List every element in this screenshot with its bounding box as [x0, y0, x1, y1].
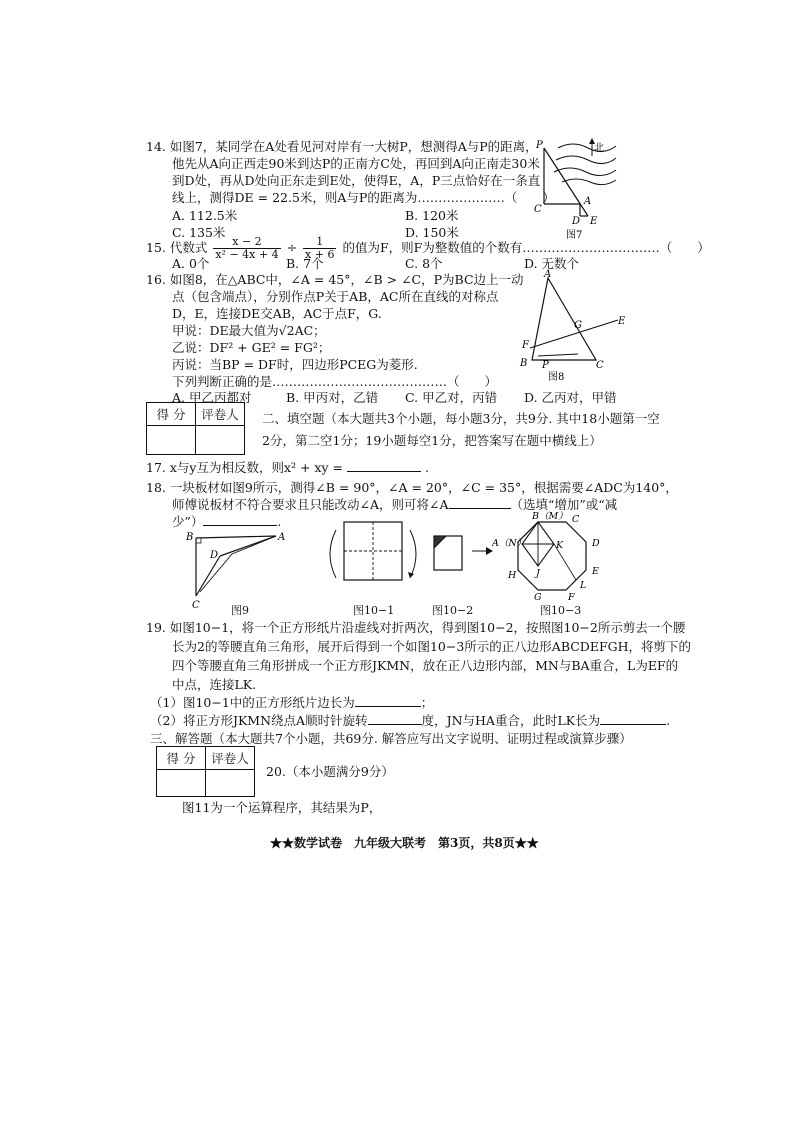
fig8-label-e: E	[618, 316, 626, 327]
fig7-label-c: C	[534, 204, 542, 215]
q19-line-3: 四个等腰直角三角形拼成一个正方形JKMN，放在正八边形内部，MN与BA重合，L为EF的	[172, 658, 679, 673]
q15-suffix: 的值为F，则F为整数值的个数有……………………………（ ）	[342, 240, 710, 255]
q14-text	[146, 138, 555, 206]
q14-option-a: A. 112.5米	[172, 208, 238, 223]
fig7-label-a: A	[584, 196, 592, 207]
q19-sub2-text-a: （2）将正方形JKMN绕点A顺时针旋转	[150, 713, 368, 728]
fig10-3-label-d: D	[592, 538, 600, 549]
score-box-2-score-cell[interactable]	[157, 770, 206, 797]
fig8-caption: 图8	[548, 372, 565, 383]
q14-line-2: 他先从A向正西走90米到达P的正南方C处，再回到A向正南走30米	[172, 156, 540, 171]
fig9-label-a: A	[278, 532, 286, 543]
q14-option-b: B. 120米	[405, 208, 459, 223]
section-2-line-2: 2分，第二空1分；19小题每空1分，把答案写在题中横线上）	[262, 433, 602, 448]
fig8-label-f: F	[522, 340, 529, 351]
q15-fraction-2-den: x + 6	[305, 248, 335, 261]
figure-10-1	[322, 516, 424, 600]
fig7-label-e: E	[590, 216, 598, 227]
q14-line-3: 到D处，再从D处向正东走到E处，使得E，A，P三点恰好在一条直	[172, 173, 541, 188]
q19-line-4: 中点，连接LK.	[172, 677, 257, 692]
q17-end: .	[424, 460, 429, 475]
q16-line-2: 点（包含端点），分别作点P关于AB，AC所在直线的对称点	[172, 289, 499, 304]
figure-7	[528, 134, 618, 244]
score-box-1-label-grader: 评卷人	[196, 403, 245, 426]
fig10-3-caption: 图10−3	[540, 604, 582, 617]
fig8-label-c: C	[596, 360, 604, 371]
q19-sub2-end: .	[666, 713, 671, 728]
q19-line-1: 19. 如图10−1，将一个正方形纸片沿虚线对折两次，得到图10−2，按照图10−2所示剪去一个腰	[146, 620, 686, 635]
q18-answer-blank-2[interactable]	[203, 513, 277, 526]
q20-text: 图11为一个运算程序，其结果为P，	[182, 800, 382, 815]
q19-line-2: 长为2的等腰直角三角形，展开后得到一个如图10−3所示的正八边形ABCDEFGH，将剪下的	[172, 639, 692, 654]
page-footer: ★★数学试卷 九年级大联考 第3页，共8页★★	[270, 836, 539, 850]
q16-option-d: D. 乙丙对，甲错	[524, 390, 617, 405]
score-box-2-label-grader: 评卷人	[206, 747, 255, 770]
q16-line-1: 16. 如图8，在△ABC中，∠A = 45°，∠B > ∠C，P为BC边上一动	[146, 272, 524, 287]
q17-text: 17. x与y互为相反数，则x² + xy =	[146, 460, 344, 475]
q19-sub1-text: （1）图10−1中的正方形纸片边长为	[150, 695, 355, 710]
fig10-3-label-h: H	[508, 570, 517, 581]
q18-line-2a: 师傅说板材不符合要求且只能改动∠A，则可将∠A	[172, 497, 449, 512]
q19-sub2	[150, 711, 670, 729]
q15-option-a: A. 0个	[172, 256, 210, 271]
q16-line-7: 下列判断正确的是……………………………………（ ）	[172, 374, 498, 389]
q15-fraction-1-den: x² − 4x + 4	[215, 248, 279, 261]
q14-line-1: 14. 如图7，某同学在A处看见河对岸有一大树P，想测得A与P的距离，	[146, 139, 538, 154]
q15-fraction-1	[213, 236, 280, 261]
fig9-caption: 图9	[231, 604, 249, 617]
fig10-3-label-b: B（M）	[532, 511, 568, 522]
section-2-header	[262, 408, 660, 452]
q19-sub1-end: ；	[420, 695, 434, 710]
fig7-caption: 图7	[566, 230, 583, 241]
q19-sub2-text-b: 度，JN与HA重合，此时LK长为	[421, 713, 601, 728]
q17-answer-blank[interactable]	[347, 459, 421, 472]
q19-sub1-blank[interactable]	[355, 694, 421, 707]
section-2-line-1: 二、填空题（本大题共3个小题，每小题3分，共9分. 其中18小题第一空	[262, 411, 660, 426]
q15-option-d: D. 无数个	[524, 256, 580, 271]
q19-text	[146, 618, 691, 694]
figure-10-2	[428, 530, 468, 576]
figure-8	[508, 268, 638, 384]
score-box-2	[156, 746, 255, 797]
fig9-label-c: C	[192, 600, 200, 611]
fig10-3-label-c: C	[572, 514, 580, 525]
score-box-2-label-score: 得 分	[157, 747, 206, 770]
q15-div-sign: ÷	[286, 240, 298, 255]
score-box-1-grader-cell[interactable]	[196, 426, 245, 455]
q18-line-3a: 少”）	[172, 514, 204, 529]
score-box-2-grader-cell[interactable]	[206, 770, 255, 797]
fig8-label-a: A	[544, 269, 552, 280]
q18-line-3b: .	[277, 514, 282, 529]
q16-line-3: D，E，连接DE交AB，AC于点F，G.	[172, 306, 382, 321]
q17	[146, 458, 429, 476]
q19-sub2-blank-1[interactable]	[368, 712, 422, 725]
fig10-3-label-l: L	[580, 580, 587, 591]
fig7-label-d: D	[572, 216, 581, 227]
score-box-1-label-score: 得 分	[147, 403, 196, 426]
q18-line-2b: （选填“增加”或“减	[510, 497, 618, 512]
q15-prefix: 15. 代数式	[146, 240, 208, 255]
fig10-1-caption: 图10−1	[353, 604, 395, 617]
q14-option-d: D. 150米	[405, 225, 459, 240]
arrow-icon	[472, 546, 494, 556]
fig10-3-label-f: F	[568, 592, 575, 603]
q16-text	[146, 271, 524, 390]
q16-option-b: B. 甲丙对，乙错	[286, 390, 379, 405]
score-box-1	[146, 402, 245, 455]
fig10-3-label-g: G	[534, 592, 542, 603]
fig10-3-label-a: A（N）	[492, 538, 527, 549]
q15-option-c: C. 8个	[405, 256, 443, 271]
q18-line-1: 18. 一块板材如图9所示，测得∠B = 90°，∠A = 20°，∠C = 35°，根据需要∠ADC为140°，	[146, 480, 678, 495]
fig10-2-caption: 图10−2	[432, 604, 474, 617]
q19-sub2-blank-2[interactable]	[600, 712, 666, 725]
fig8-label-p: P	[542, 360, 549, 371]
fig8-label-g: G	[574, 320, 582, 331]
q15-fraction-2-num: 1	[303, 236, 336, 249]
fig7-north-label: 北	[594, 143, 604, 154]
fig8-label-b: B	[520, 358, 528, 369]
fig10-3-label-j: J	[536, 568, 540, 579]
q19-sub1	[150, 693, 433, 711]
q15-option-b: B. 7个	[286, 256, 324, 271]
fig7-label-p: P	[536, 140, 543, 151]
q16-line-6: 丙说：当BP = DF时，四边形PCEG为菱形.	[172, 357, 418, 372]
q16-line-4: 甲说：DE最大值为√2AC；	[172, 323, 326, 338]
figure-10-3	[492, 508, 612, 608]
q16-option-a: A. 甲乙丙都对	[172, 390, 252, 405]
fig10-3-label-k: K	[556, 540, 564, 551]
fig10-3-label-e: E	[592, 566, 599, 577]
q14-line-4: 线上，测得DE = 22.5米，则A与P的距离为…………………（ ）	[172, 190, 555, 205]
q20-title: 20.（本小题满分9分）	[266, 764, 394, 779]
q15-fraction-1-num: x − 2	[213, 236, 280, 249]
fig9-label-d: D	[210, 550, 219, 561]
q16-option-c: C. 甲乙对，丙错	[405, 390, 498, 405]
score-box-1-score-cell[interactable]	[147, 426, 196, 455]
fig9-label-b: B	[186, 532, 194, 543]
q14-option-c: C. 135米	[172, 225, 226, 240]
section-3-header: 三、解答题（本大题共7个小题，共69分. 解答应写出文字说明、证明过程或演算步骤）	[150, 731, 632, 746]
q16-line-5: 乙说：DF² + GE² = FG²；	[172, 340, 331, 355]
